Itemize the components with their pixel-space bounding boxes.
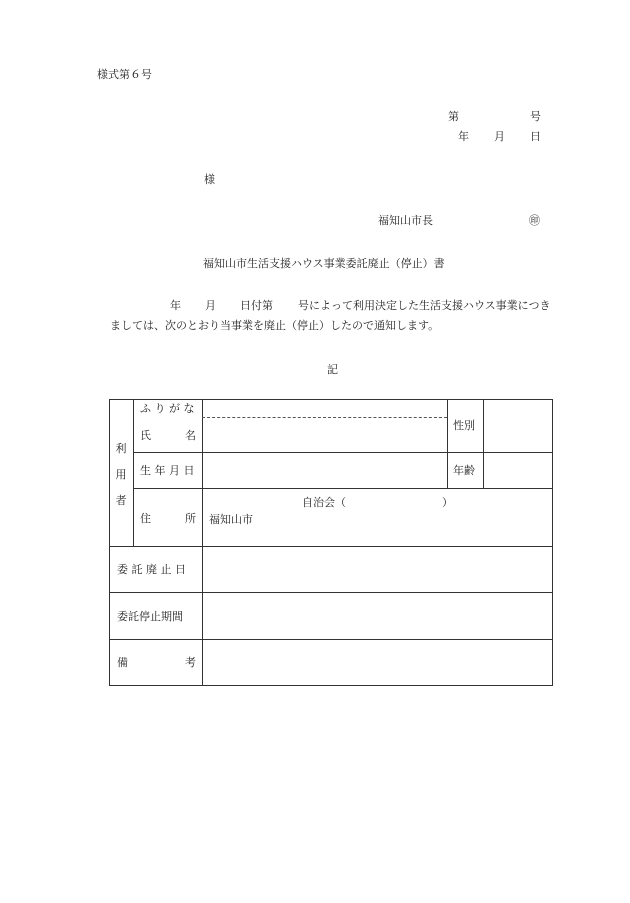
body-year-label: 年: [170, 299, 181, 312]
name-label-2: 名: [185, 429, 196, 442]
residents-assoc-close: ）: [442, 496, 453, 509]
age-label: 年齢: [453, 464, 475, 477]
body-text-continued: 号によって利用決定した生活支援ハウス事業につき: [298, 299, 551, 312]
residents-assoc-label: 自治会（: [302, 496, 346, 509]
body-line-2: ましては、次のとおり当事業を廃止（停止）したので通知します。: [110, 319, 440, 332]
issuer-title: 福知山市長: [378, 214, 433, 227]
name-label-1: 氏: [140, 429, 151, 442]
date-day-label: 日: [530, 130, 541, 143]
document-title: 福知山市生活支援ハウス事業委託廃止（停止）書: [203, 257, 445, 270]
gender-label: 性別: [453, 419, 475, 432]
doc-number-suffix: 号: [530, 110, 541, 123]
address-prefix: 福知山市: [209, 513, 253, 526]
birthdate-label: 生 年 月 日: [140, 464, 195, 477]
body-month-label: 月: [205, 299, 216, 312]
termination-date-label: 委 託 廃 止 日: [117, 563, 186, 576]
address-label-2: 所: [185, 512, 196, 525]
body-day-ref-label: 日付第: [240, 299, 273, 312]
seal-mark: ㊞: [529, 214, 540, 227]
address-label-1: 住: [140, 512, 151, 525]
record-table: [109, 399, 553, 686]
doc-number-prefix: 第: [448, 110, 459, 123]
ki-heading: 記: [327, 363, 338, 376]
addressee-honorific: 様: [204, 173, 215, 186]
user-group-label: 利 用 者: [115, 442, 127, 507]
remarks-label-1: 備: [117, 656, 128, 669]
remarks-label-2: 考: [185, 656, 196, 669]
date-year-label: 年: [458, 130, 469, 143]
form-number: 様式第６号: [97, 68, 152, 81]
furigana-label: ふ り が な: [140, 402, 195, 415]
date-month-label: 月: [494, 130, 505, 143]
suspension-period-label: 委託停止期間: [117, 610, 183, 623]
